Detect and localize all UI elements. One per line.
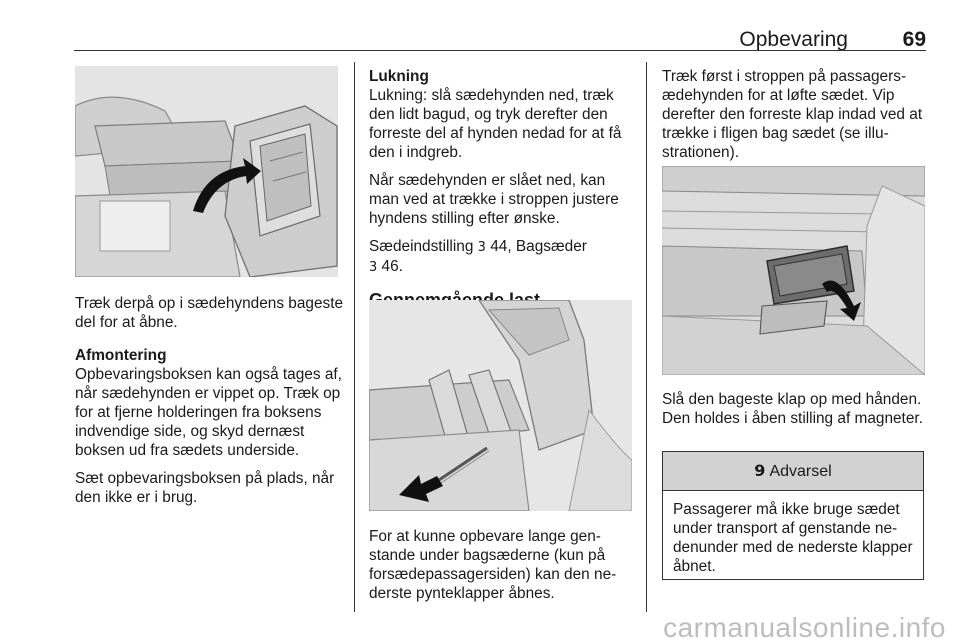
paragraph: Lukning: slå sædehynden ned, træk den lidt bagud, og tryk derefter den forreste del af hynden nedad for at få den i indgreb. (369, 87, 622, 161)
column-3-text (662, 67, 930, 171)
page-reference-icon: 3 (477, 240, 486, 255)
column-divider (646, 62, 647, 612)
warning-icon: 9 (754, 461, 766, 480)
column-3-caption (662, 390, 930, 437)
section-heading: Lukning (369, 68, 429, 85)
warning-text: Passagerer må ikke bruge sædet under transport af genstande nedenunder med de nederste klapper åbnet. (673, 501, 913, 575)
figure-caption: For at kunne opbevare lange genstande under bagsæderne (kun på forsædepassagersiden) kan den nederste pynteklapper åbnes. (369, 528, 617, 602)
column-divider (354, 62, 355, 612)
cross-reference (369, 237, 637, 277)
paragraph: Træk først i stroppen på passagersædehynden for at løfte sædet. Vip derefter den forreste klap indad ved at trække i fligen bag sædet (se illustrationen). (662, 68, 923, 161)
page-number: 69 (902, 28, 926, 51)
header-rule (74, 50, 926, 51)
column-2-text (369, 67, 637, 310)
column-2-caption (369, 527, 637, 612)
seat-storage-illustration (75, 66, 338, 277)
figure-caption: Træk derpå op i sædehyndens bageste del for at åbne. (75, 295, 344, 331)
column-1-text (75, 294, 345, 516)
reference-text: Sædeindstilling (369, 238, 478, 255)
seat-folded-illustration (369, 300, 632, 511)
warning-header (663, 452, 923, 491)
underseat-flap-illustration (662, 166, 925, 375)
warning-box (662, 451, 924, 580)
paragraph: Når sædehynden er slået ned, kan man ved at trække i stroppen justere hyndens stilling efter ønske. (369, 172, 619, 227)
warning-title: Advarsel (769, 463, 832, 480)
paragraph: Opbevaringsboksen kan også tages af, når sædehynden er vippet op. Træk op for at fjerne holderingen fra boksens indvendige side, og skyd dernæst boksen ud fra sædets underside. (75, 366, 342, 459)
watermark: carmanualsonline.info (663, 612, 946, 643)
reference-text: 44, Bagsæder (485, 238, 587, 255)
reference-text: 46. (377, 258, 403, 275)
page-title: Opbevaring (739, 28, 848, 51)
paragraph: Sæt opbevaringsboksen på plads, når den ikke er i brug. (75, 470, 335, 506)
page-reference-icon: 3 (369, 260, 378, 275)
figure-caption: Slå den bageste klap op med hånden. Den holdes i åben stilling af magneter. (662, 391, 923, 427)
section-heading: Afmontering (75, 347, 167, 364)
